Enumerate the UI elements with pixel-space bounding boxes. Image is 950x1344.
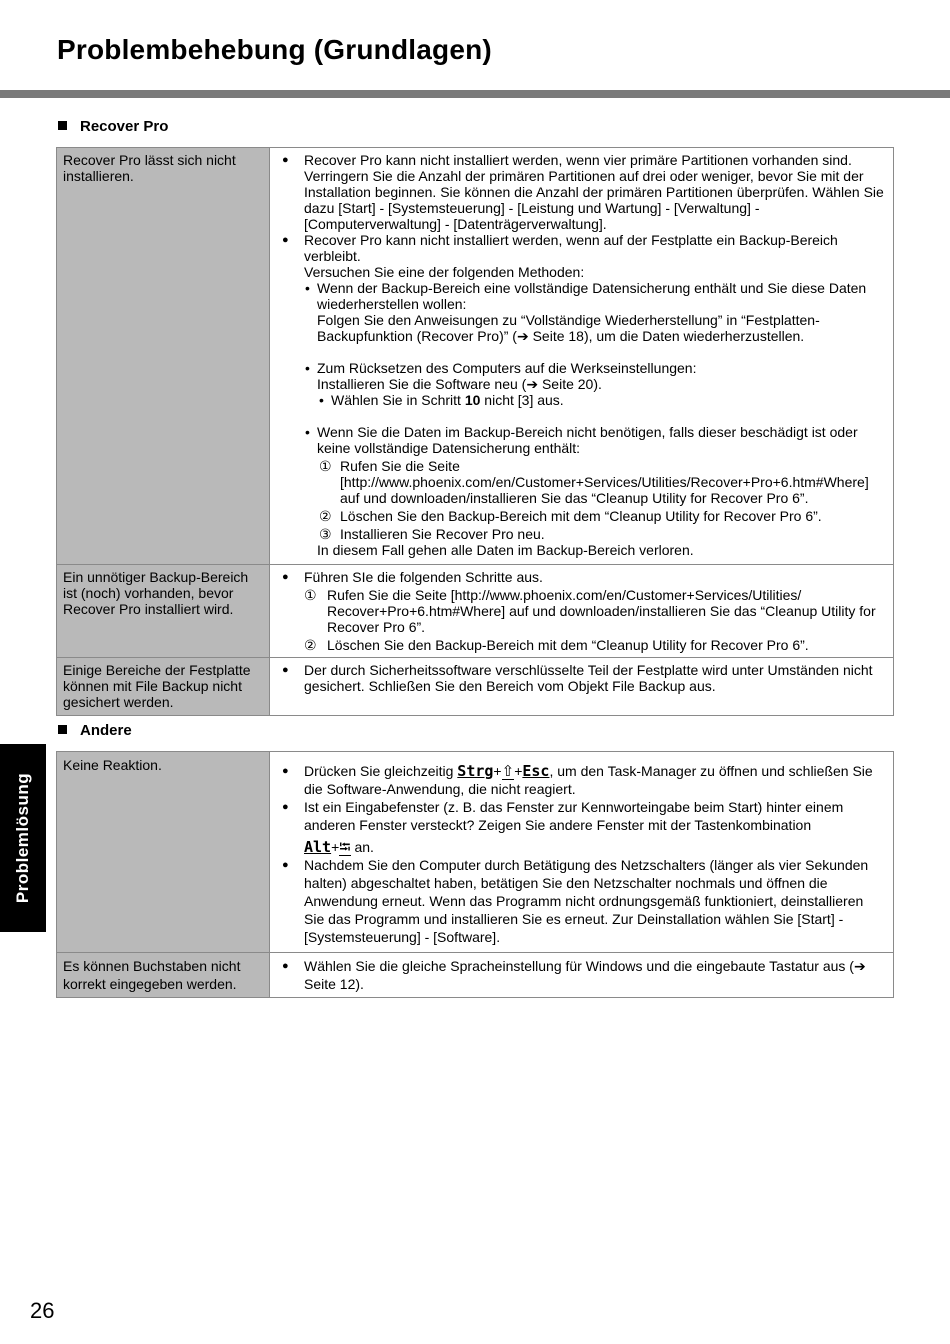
problem-cell: Einige Bereiche der Festplatte können mit File Backup nicht gesichert werden. — [57, 658, 270, 716]
dot-continuation: Installieren Sie die Software neu (➔ Seite 20). — [317, 376, 602, 392]
dot-continuation: Folgen Sie den Anweisungen zu “Vollständige Wiederherstellung” in “Festplatten-Backupfunktion (Recover Pro)” (➔ Seite 18), um die Daten wiederherzustellen. — [317, 312, 820, 344]
numbered-item: ① Rufen Sie die Seite [http://www.phoenix.com/en/Customer+Services/Utilities/ Recover+Pro+6.htm#Where] auf und downloaden/installieren Sie das “Cleanup Utility for Recover Pro 6”. — [304, 587, 876, 635]
esc-key-icon: Esc — [522, 762, 550, 780]
bullet-continuation: Alt+⭾ an. — [304, 838, 374, 856]
numbered-item: ② Löschen Sie den Backup-Bereich mit dem “Cleanup Utility for Recover Pro 6”. — [319, 508, 822, 524]
bullet-continuation: Versuchen Sie eine der folgenden Methoden: — [304, 264, 585, 280]
solution-cell — [270, 953, 894, 998]
shift-key-icon: ⇧ — [501, 763, 515, 780]
numbered-continuation: In diesem Fall gehen alle Daten im Backup-Bereich verloren. — [317, 542, 694, 558]
andere-table — [56, 751, 894, 998]
problem-cell: Ein unnötiger Backup-Bereich ist (noch) vorhanden, bevor Recover Pro installiert wird. — [57, 565, 270, 658]
bullet-item: ● Ist ein Eingabefenster (z. B. das Fenster zur Kennworteingabe beim Start) hinter einem anderen Fenster versteckt? Zeigen Sie andere Fenster mit der Tastenkombination — [276, 798, 887, 834]
bullet-item: ● Nachdem Sie den Computer durch Betätigung des Netzschalters (länger als vier Sekunden halten) abgeschaltet haben, betätigen Sie den Netzschalter nochmals und öffnen die Anwendung erneut. Wenn das Programm nicht ordnungsgemäß funktioniert, deinstallieren Sie das Programm und installieren Sie es erneut. Zur Deinstallation wählen Sie [Start] - [Systemsteuerung] - [Software]. — [276, 856, 887, 946]
title-rule — [0, 90, 950, 98]
page-title: Problembehebung (Grundlagen) — [57, 34, 492, 65]
section-heading-andere: Andere — [58, 722, 132, 739]
ctrl-key-icon: Strg — [457, 762, 494, 780]
problem-cell: Recover Pro lässt sich nicht installieren. — [57, 148, 270, 565]
recover-pro-table — [56, 147, 894, 716]
alt-key-icon: Alt — [304, 838, 332, 856]
bullet-item: ● Der durch Sicherheitssoftware verschlüsselte Teil der Festplatte wird unter Umständen nicht gesichert. Schließen Sie den Bereich vom Objekt File Backup aus. — [276, 662, 887, 694]
table-row — [57, 953, 894, 998]
side-tab: Problemlösung — [0, 744, 46, 932]
bullet-item: ● Drücken Sie gleichzeitig Strg+⇧+Esc, um den Task-Manager zu öffnen und schließen Sie die Software-Anwendung, die nicht reagiert. — [276, 762, 887, 798]
solution-cell — [270, 148, 894, 565]
bullet-item: ● Recover Pro kann nicht installiert werden, wenn vier primäre Partitionen vorhanden sind. Verringern Sie die Anzahl der primären Partitionen auf drei oder weniger, bevor Sie mit der Installation beginnen. Sie können die Anzahl der primären Partitionen überprüfen. Wählen Sie dazu [Start] - [Systemsteuerung] - [Leistung und Wartung] - [Verwaltung] - [Computerverwaltung] - [Datenträgerverwaltung]. — [276, 152, 887, 232]
problem-cell: Keine Reaktion. — [57, 752, 270, 953]
bullet-item: ● Wählen Sie die gleiche Spracheinstellung für Windows und die eingebaute Tastatur aus (➔ Seite 12). — [276, 957, 887, 993]
section-heading-recover-pro: Recover Pro — [58, 118, 168, 135]
numbered-item: ③ Installieren Sie Recover Pro neu. — [319, 526, 545, 542]
sub-dot-item: • Wählen Sie in Schritt 10 nicht [3] aus. — [276, 392, 887, 408]
square-bullet-icon — [58, 121, 67, 130]
dot-item: • Wenn Sie die Daten im Backup-Bereich nicht benötigen, falls dieser beschädigt ist oder keine vollständige Datensicherung enthält: — [276, 424, 887, 456]
tab-key-icon: ⭾ — [339, 839, 351, 856]
table-row — [57, 658, 894, 716]
numbered-item: ② Löschen Sie den Backup-Bereich mit dem “Cleanup Utility for Recover Pro 6”. — [304, 637, 809, 653]
bullet-item: ● Recover Pro kann nicht installiert werden, wenn auf der Festplatte ein Backup-Bereich verbleibt. — [276, 232, 887, 264]
solution-cell — [270, 565, 894, 658]
page-number: 26 — [30, 1298, 55, 1323]
problem-cell: Es können Buchstaben nicht korrekt eingegeben werden. — [57, 953, 270, 998]
square-bullet-icon — [58, 725, 67, 734]
solution-cell — [270, 658, 894, 716]
dot-item: • Wenn der Backup-Bereich eine vollständige Datensicherung enthält und Sie diese Daten wiederherstellen wollen: — [276, 280, 887, 312]
numbered-item: ① Rufen Sie die Seite [http://www.phoenix.com/en/Customer+Services/Utilities/Recover+Pro+6.htm#Where] auf und downloaden/installieren Sie das “Cleanup Utility for Recover Pro 6”. — [319, 458, 869, 506]
table-row — [57, 752, 894, 953]
dot-item: • Zum Rücksetzen des Computers auf die Werkseinstellungen: — [276, 360, 887, 376]
solution-cell — [270, 752, 894, 953]
bullet-item: ● Führen SIe die folgenden Schritte aus. — [276, 569, 887, 585]
table-row — [57, 148, 894, 565]
table-row — [57, 565, 894, 658]
